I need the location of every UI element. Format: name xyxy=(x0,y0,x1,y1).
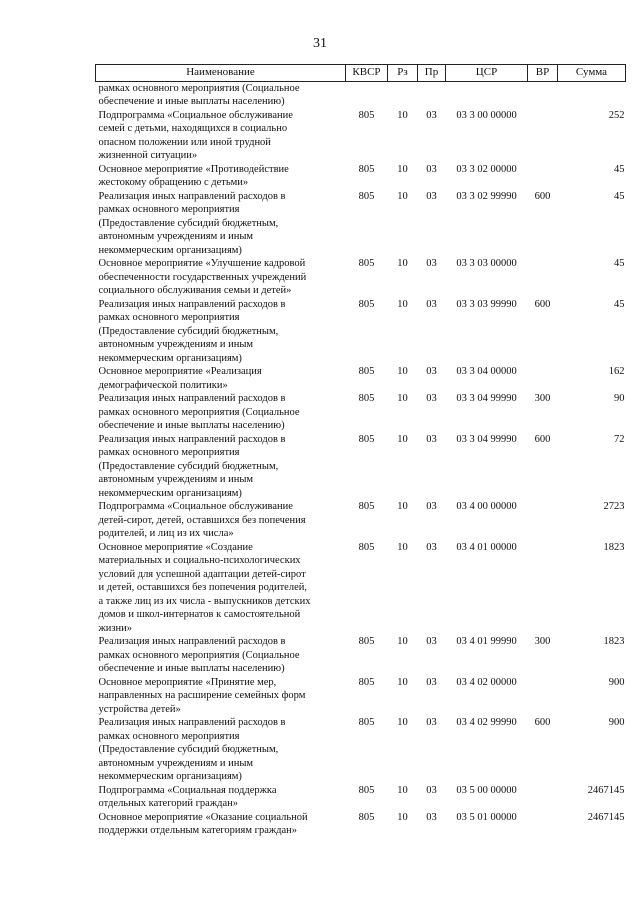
row-name-line: поддержки отдельным категориям граждан» xyxy=(98,825,297,836)
row-kvsr-cell: 805 xyxy=(358,501,375,512)
row-vr-cell: 600 xyxy=(534,298,551,310)
row-rz-cell: 10 xyxy=(397,163,408,175)
row-name-line: Реализация иных направлений расходов в xyxy=(98,298,286,310)
row-rz-cell: 10 xyxy=(397,433,408,445)
row-pr-cell: 03 xyxy=(426,258,437,269)
row-rz-cell: 10 xyxy=(397,109,408,121)
row-pr-cell: 03 xyxy=(426,676,437,688)
row-name-line: устройства детей» xyxy=(98,703,181,715)
row-name-line: рамках основного мероприятия (Социальное xyxy=(98,406,300,418)
row-csr-cell: 03 5 00 00000 xyxy=(456,784,517,796)
row-vr-cell: 600 xyxy=(534,190,551,202)
row-vr-cell xyxy=(528,811,558,838)
row-csr-cell: 03 4 02 00000 xyxy=(456,676,517,688)
row-vr-cell xyxy=(528,500,558,541)
row-sum-cell: 45 xyxy=(614,163,625,175)
row-pr-cell: 03 xyxy=(426,501,437,512)
row-name-line: обеспечение и иные выплаты населению) xyxy=(98,420,285,431)
row-name-line: Основное мероприятие «Создание xyxy=(98,541,253,553)
row-name-cell xyxy=(96,716,346,784)
row-rz-cell: 10 xyxy=(397,190,408,202)
row-sum-cell: 72 xyxy=(614,433,625,445)
row-sum-cell: 45 xyxy=(614,298,625,310)
row-kvsr-cell: 805 xyxy=(358,393,375,404)
column-header-vr: ВР xyxy=(528,65,558,82)
table-row xyxy=(96,109,626,163)
table-row xyxy=(96,811,626,838)
row-rz-cell: 10 xyxy=(397,393,408,404)
row-pr-cell: 03 xyxy=(426,366,437,377)
row-csr-cell: 03 4 01 00000 xyxy=(456,541,517,553)
row-pr-cell: 03 xyxy=(426,298,437,310)
row-name-line: жизни» xyxy=(98,622,133,634)
row-name-line: и детей, оставшихся без попечения родителей, xyxy=(98,582,307,593)
table-body xyxy=(96,81,626,838)
row-name-line: а также лиц из их числа - выпускников детских xyxy=(98,595,311,607)
row-name-cell xyxy=(96,392,346,433)
row-name-cell xyxy=(96,298,346,366)
row-name-cell xyxy=(96,811,346,838)
row-name-line: рамках основного мероприятия xyxy=(98,204,240,215)
row-name-line: Подпрограмма «Социальная поддержка xyxy=(98,784,277,796)
row-csr-cell: 03 4 02 99990 xyxy=(456,717,517,728)
row-name-line: Основное мероприятие «Противодействие xyxy=(98,163,289,175)
row-vr-cell xyxy=(528,541,558,636)
row-csr-cell: 03 3 02 00000 xyxy=(456,163,517,175)
row-name-line: автономным учреждениям и иным xyxy=(98,339,254,350)
row-pr-cell: 03 xyxy=(426,636,437,647)
row-name-line: некоммерческим организациям) xyxy=(98,244,242,256)
row-kvsr-cell: 805 xyxy=(358,433,375,445)
row-name-line: Основное мероприятие «Принятие мер, xyxy=(98,676,277,688)
row-kvsr-cell: 805 xyxy=(358,258,375,269)
row-vr-cell xyxy=(528,784,558,811)
column-header-sum: Сумма xyxy=(558,65,626,82)
row-rz-cell: 10 xyxy=(397,366,408,377)
table-row xyxy=(96,163,626,190)
row-csr-cell: 03 3 03 99990 xyxy=(456,298,517,310)
row-pr-cell: 03 xyxy=(426,163,437,175)
row-name-line: отдельных категорий граждан» xyxy=(98,798,238,809)
row-pr-cell: 03 xyxy=(426,190,437,202)
row-name-line: Реализация иных направлений расходов в xyxy=(98,433,286,445)
row-vr-cell xyxy=(528,109,558,163)
row-csr-cell: 03 3 04 99990 xyxy=(456,393,517,404)
row-name-line: (Предоставление субсидий бюджетным, xyxy=(98,217,279,229)
table-row xyxy=(96,676,626,717)
row-name-line: рамках основного мероприятия (Социальное xyxy=(98,82,300,94)
row-sum-cell: 45 xyxy=(614,258,625,269)
row-csr-cell xyxy=(446,81,528,109)
row-name-line: рамках основного мероприятия xyxy=(98,312,240,323)
row-name-line: Реализация иных направлений расходов в xyxy=(98,636,286,647)
row-pr-cell: 03 xyxy=(426,784,437,796)
row-name-line: Подпрограмма «Социальное обслуживание xyxy=(98,109,293,121)
row-name-line: направленных на расширение семейных форм xyxy=(98,690,306,701)
row-name-line: автономным учреждениям и иным xyxy=(98,231,254,242)
row-name-line: некоммерческим организациям) xyxy=(98,771,242,782)
row-name-line: родителей, и лиц из их числа» xyxy=(98,528,234,539)
table-row xyxy=(96,190,626,258)
row-rz-cell: 10 xyxy=(397,811,408,823)
row-name-cell xyxy=(96,784,346,811)
row-name-line: условий для успешной адаптации детей-сирот xyxy=(98,568,306,580)
row-csr-cell: 03 4 00 00000 xyxy=(456,501,517,512)
column-header-csr: ЦСР xyxy=(446,65,528,82)
row-pr-cell: 03 xyxy=(426,393,437,404)
row-pr-cell: 03 xyxy=(426,109,437,121)
table-header-row xyxy=(96,65,626,82)
row-vr-cell xyxy=(528,81,558,109)
table-row xyxy=(96,298,626,366)
row-csr-cell: 03 3 02 99990 xyxy=(456,190,517,202)
row-pr-cell xyxy=(418,81,446,109)
row-name-cell xyxy=(96,365,346,392)
row-vr-cell xyxy=(528,676,558,717)
row-name-cell xyxy=(96,190,346,258)
row-csr-cell: 03 3 03 00000 xyxy=(456,258,517,269)
row-kvsr-cell: 805 xyxy=(358,717,375,728)
row-sum-cell: 900 xyxy=(608,717,625,728)
row-name-line: обеспеченности государственных учреждений xyxy=(98,271,307,283)
row-rz-cell: 10 xyxy=(397,298,408,310)
row-name-line: автономным учреждениям и иным xyxy=(98,757,254,769)
table-row xyxy=(96,784,626,811)
row-csr-cell: 03 5 01 00000 xyxy=(456,811,517,823)
table-row xyxy=(96,392,626,433)
row-name-line: Реализация иных направлений расходов в xyxy=(98,717,286,728)
row-rz-cell: 10 xyxy=(397,717,408,728)
row-name-cell xyxy=(96,257,346,298)
row-sum-cell: 90 xyxy=(614,393,625,404)
table-row xyxy=(96,716,626,784)
row-name-line: рамках основного мероприятия (Социальное xyxy=(98,649,300,661)
row-kvsr-cell: 805 xyxy=(358,541,375,553)
row-name-line: некоммерческим организациям) xyxy=(98,487,242,499)
row-name-line: (Предоставление субсидий бюджетным, xyxy=(98,325,279,337)
row-name-cell xyxy=(96,433,346,501)
row-csr-cell: 03 3 04 00000 xyxy=(456,366,517,377)
table-row xyxy=(96,541,626,636)
row-vr-cell xyxy=(528,365,558,392)
row-name-line: (Предоставление субсидий бюджетным, xyxy=(98,744,279,755)
row-sum-cell: 252 xyxy=(608,109,625,121)
table-row xyxy=(96,365,626,392)
row-name-line: социального обслуживания семьи и детей» xyxy=(98,285,292,296)
row-kvsr-cell: 805 xyxy=(358,811,375,823)
row-pr-cell: 03 xyxy=(426,541,437,553)
row-name-line: жестокому обращению с детьми» xyxy=(98,177,249,188)
table-row xyxy=(96,257,626,298)
table-row xyxy=(96,433,626,501)
row-kvsr-cell: 805 xyxy=(358,163,375,175)
row-name-cell xyxy=(96,109,346,163)
row-name-cell xyxy=(96,541,346,636)
column-header-name: Наименование xyxy=(96,65,346,82)
row-csr-cell: 03 4 01 99990 xyxy=(456,636,517,647)
table-row xyxy=(96,500,626,541)
row-sum-cell: 2467145 xyxy=(587,784,625,796)
row-kvsr-cell: 805 xyxy=(358,784,375,796)
row-name-line: материальных и социально-психологических xyxy=(98,555,301,566)
row-pr-cell: 03 xyxy=(426,717,437,728)
row-kvsr-cell: 805 xyxy=(358,190,375,202)
row-kvsr-cell: 805 xyxy=(358,676,375,688)
page-number: 31 xyxy=(313,36,327,51)
row-rz-cell: 10 xyxy=(397,258,408,269)
row-vr-cell: 300 xyxy=(534,636,551,647)
row-name-line: Реализация иных направлений расходов в xyxy=(98,190,286,202)
row-name-line: некоммерческим организациям) xyxy=(98,352,242,364)
row-name-line: жизненной ситуации» xyxy=(98,150,198,161)
row-sum-cell: 45 xyxy=(614,190,625,202)
row-rz-cell: 10 xyxy=(397,541,408,553)
row-sum-cell xyxy=(558,81,626,109)
row-name-line: опасном положении или иной трудной xyxy=(98,136,271,148)
column-header-rz: Рз xyxy=(388,65,418,82)
row-name-line: рамках основного мероприятия xyxy=(98,447,240,458)
column-header-pr: Пр xyxy=(418,65,446,82)
row-rz-cell: 10 xyxy=(397,676,408,688)
row-name-line: рамках основного мероприятия xyxy=(98,730,240,742)
row-name-line: демографической политики» xyxy=(98,379,228,391)
row-name-line: домов и школ-интернатов к самостоятельной xyxy=(98,609,301,620)
row-name-line: детей-сирот, детей, оставшихся без попечения xyxy=(98,514,306,526)
row-name-line: Основное мероприятие «Реализация xyxy=(98,366,262,377)
row-sum-cell: 162 xyxy=(608,366,625,377)
row-rz-cell xyxy=(388,81,418,109)
row-kvsr-cell: 805 xyxy=(358,636,375,647)
row-sum-cell: 1823 xyxy=(603,636,625,647)
row-name-cell xyxy=(96,81,346,109)
row-rz-cell: 10 xyxy=(397,784,408,796)
row-kvsr-cell: 805 xyxy=(358,366,375,377)
row-name-line: Реализация иных направлений расходов в xyxy=(98,393,286,404)
row-kvsr-cell xyxy=(346,81,388,109)
row-name-line: Основное мероприятие «Улучшение кадровой xyxy=(98,258,306,269)
row-pr-cell: 03 xyxy=(426,811,437,823)
row-sum-cell: 2723 xyxy=(603,501,625,512)
row-vr-cell: 600 xyxy=(534,433,551,445)
row-kvsr-cell: 805 xyxy=(358,298,375,310)
row-sum-cell: 1823 xyxy=(603,541,625,553)
row-vr-cell xyxy=(528,257,558,298)
row-name-line: обеспечение и иные выплаты населению) xyxy=(98,96,285,107)
row-vr-cell: 300 xyxy=(534,393,551,404)
column-header-kvsr: КВСР xyxy=(346,65,388,82)
row-sum-cell: 2467145 xyxy=(587,811,625,823)
row-name-line: семей с детьми, находящихся в социально xyxy=(98,123,288,134)
budget-table xyxy=(95,64,626,838)
row-vr-cell xyxy=(528,163,558,190)
row-kvsr-cell: 805 xyxy=(358,109,375,121)
row-rz-cell: 10 xyxy=(397,501,408,512)
row-pr-cell: 03 xyxy=(426,433,437,445)
row-csr-cell: 03 3 04 99990 xyxy=(456,433,517,445)
row-rz-cell: 10 xyxy=(397,636,408,647)
row-name-line: обеспечение и иные выплаты населению) xyxy=(98,663,285,674)
row-csr-cell: 03 3 00 00000 xyxy=(456,109,517,121)
row-name-cell xyxy=(96,676,346,717)
row-name-line: Подпрограмма «Социальное обслуживание xyxy=(98,501,293,512)
row-name-cell xyxy=(96,163,346,190)
row-name-line: автономным учреждениям и иным xyxy=(98,474,254,485)
table-header xyxy=(96,65,626,82)
table-row xyxy=(96,635,626,676)
row-name-cell xyxy=(96,500,346,541)
row-name-cell xyxy=(96,635,346,676)
row-name-line: (Предоставление субсидий бюджетным, xyxy=(98,460,279,472)
table-row xyxy=(96,81,626,109)
row-name-line: Основное мероприятие «Оказание социальной xyxy=(98,811,308,823)
row-sum-cell: 900 xyxy=(608,676,625,688)
row-vr-cell: 600 xyxy=(534,717,551,728)
